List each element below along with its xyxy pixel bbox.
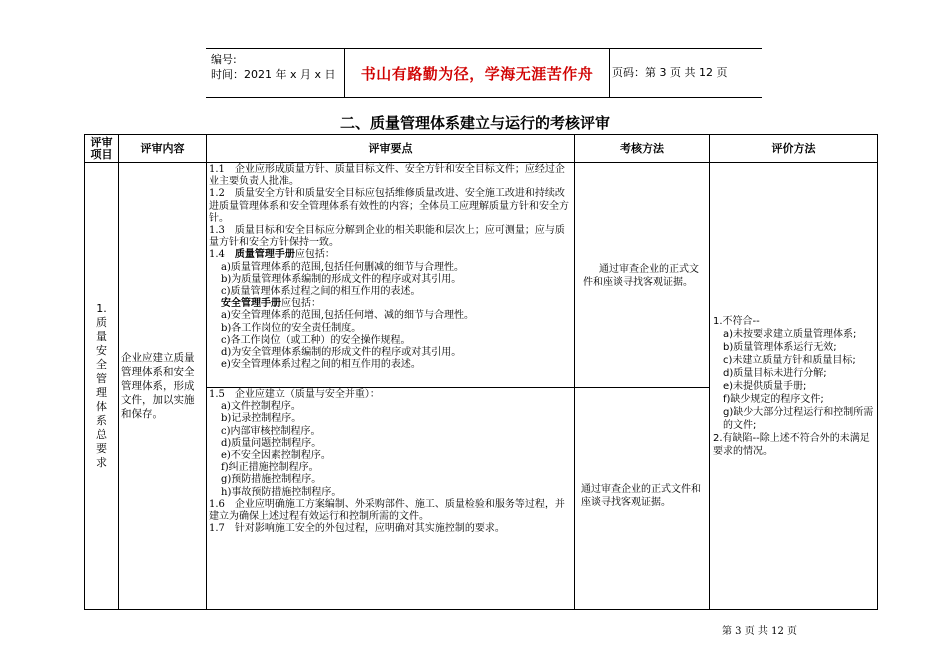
- point-sub-item: b)为质量管理体系编制的形成文件的程序或对其引用。: [221, 273, 462, 285]
- assessment-method: 通过审查企业的正式文件和座谈寻找客观证据。: [581, 484, 701, 508]
- point-1-6: 1.6 企业应明确施工方案编制、外采购部件、施工、质量检验和服务等过程，并建立为确保上述过程有效运行和控制所需的文件。: [209, 498, 565, 523]
- number-label: 编号:: [211, 53, 237, 66]
- document-title: 二、质量管理体系建立与运行的考核评审: [339, 114, 610, 132]
- review-points-section: [207, 388, 574, 536]
- column-header: 考核方法: [575, 135, 710, 163]
- point-sub-item: e)安全管理体系过程之间的相互作用的表述。: [221, 359, 421, 371]
- point-sub-item: g)预防措施控制程序。: [221, 474, 322, 486]
- header-page-label: 页码：第 3 页 共 12 页: [612, 66, 728, 79]
- header-motto: 书山有路勤为径，学海无涯苦作舟: [360, 65, 594, 83]
- point-1-4: 1.4 质量管理手册应包括：: [209, 249, 335, 261]
- point-sub-item: c)质量管理体系过程之间的相互作用的表述。: [221, 286, 421, 298]
- evaluation-sub-item: c)未建立质量方针和质量目标;: [723, 354, 856, 366]
- point-1-2: 1.2 质量安全方针和质量安全目标应包括维修质量改进、安全施工改进和持续改进质量管理体系和安全管理体系有效性的内容；全体员工应理解质量方针和安全方针。: [209, 188, 569, 224]
- review-table: [84, 134, 878, 610]
- point-sub-item: h)事故预防措施控制程序。: [221, 486, 342, 498]
- header-bottom-rule: [206, 97, 762, 98]
- evaluation-method-cell: [710, 163, 878, 610]
- assessment-method: 通过审查企业的正式文件和座谈寻找客观证据。: [575, 163, 709, 388]
- point-sub-item: d)为安全管理体系编制的形成文件的程序或对其引用。: [221, 347, 462, 359]
- point-sub-item: a)文件控制程序。: [221, 401, 301, 413]
- point-1-3: 1.3 质量目标和安全目标应分解到企业的相关职能和层次上；应可测量；应与质量方针和安全方针保持一致。: [209, 225, 565, 249]
- point-sub-item: b)记录控制程序。: [221, 413, 302, 425]
- review-content-cell: [119, 163, 207, 610]
- evaluation-sub-item: e)未提供质量手册;: [723, 380, 807, 392]
- point-sub-item: f)纠正措施控制程序。: [221, 462, 319, 474]
- point-sub-item: b)各工作岗位的安全责任制度。: [221, 322, 362, 334]
- point-sub-item: e)不安全因素控制程序。: [221, 450, 331, 462]
- evaluation-item: 2.有缺陷--除上述不符合外的未满足要求的情况。: [713, 432, 870, 457]
- point-1-5: 1.5 企业应建立（质量与安全并重）：: [209, 389, 380, 400]
- header-divider: [344, 48, 345, 97]
- point-sub-item: c)内部审核控制程序。: [221, 425, 321, 437]
- time-label: 时间：2021 年 x 月 x 日: [211, 68, 336, 81]
- safety-manual-heading: 安全管理手册应包括：: [221, 298, 321, 310]
- column-header: 评审内容: [119, 135, 207, 163]
- page-footer: 第 3 页 共 12 页: [722, 626, 797, 637]
- review-content: 企业应建立质量管理体系和安全管理体系，形成文件，加以实施和保存。: [121, 352, 195, 420]
- header-top-rule: [206, 48, 762, 49]
- review-points-section: [207, 163, 574, 388]
- point-1-7: 1.7 针对影响施工安全的外包过程，应明确对其实施控制的要求。: [209, 523, 505, 535]
- evaluation-item: 1.不符合--: [713, 315, 760, 327]
- table-row: [85, 163, 878, 610]
- point-sub-item: a)质量管理体系的范围,包括任何删减的细节与合理性。: [221, 261, 465, 273]
- header-divider: [609, 48, 610, 97]
- column-header: 评价方法: [710, 135, 878, 163]
- point-sub-item: a)安全管理体系的范围,包括任何增、减的细节与合理性。: [221, 310, 475, 322]
- table-header-row: [85, 135, 878, 163]
- point-1-1: 1.1 企业应形成质量方针、质量目标文件、安全方针和安全目标文件；应经过企业主要负责人批准。: [209, 164, 565, 188]
- review-item-cell: [85, 163, 119, 610]
- point-sub-item: c)各工作岗位（或工种）的安全操作规程。: [221, 334, 411, 346]
- column-header: 评审要点: [207, 135, 575, 163]
- review-item: 1.质量安全管理体系总要求: [96, 302, 107, 469]
- evaluation-sub-item: d)质量目标未进行分解;: [723, 367, 827, 379]
- review-points-cell: [207, 163, 575, 610]
- evaluation-sub-item: a)未按要求建立质量管理体系;: [723, 328, 857, 340]
- evaluation-sub-item: g)缺少大部分过程运行和控制所需的文件;: [723, 406, 874, 431]
- evaluation-sub-item: b)质量管理体系运行无效;: [723, 341, 837, 353]
- column-header: 评审项目: [85, 135, 119, 163]
- header-meta: [211, 52, 336, 82]
- assessment-method-cell: [575, 163, 710, 610]
- point-sub-item: d)质量问题控制程序。: [221, 437, 322, 449]
- evaluation-sub-item: f)缺少规定的程序文件;: [723, 393, 824, 405]
